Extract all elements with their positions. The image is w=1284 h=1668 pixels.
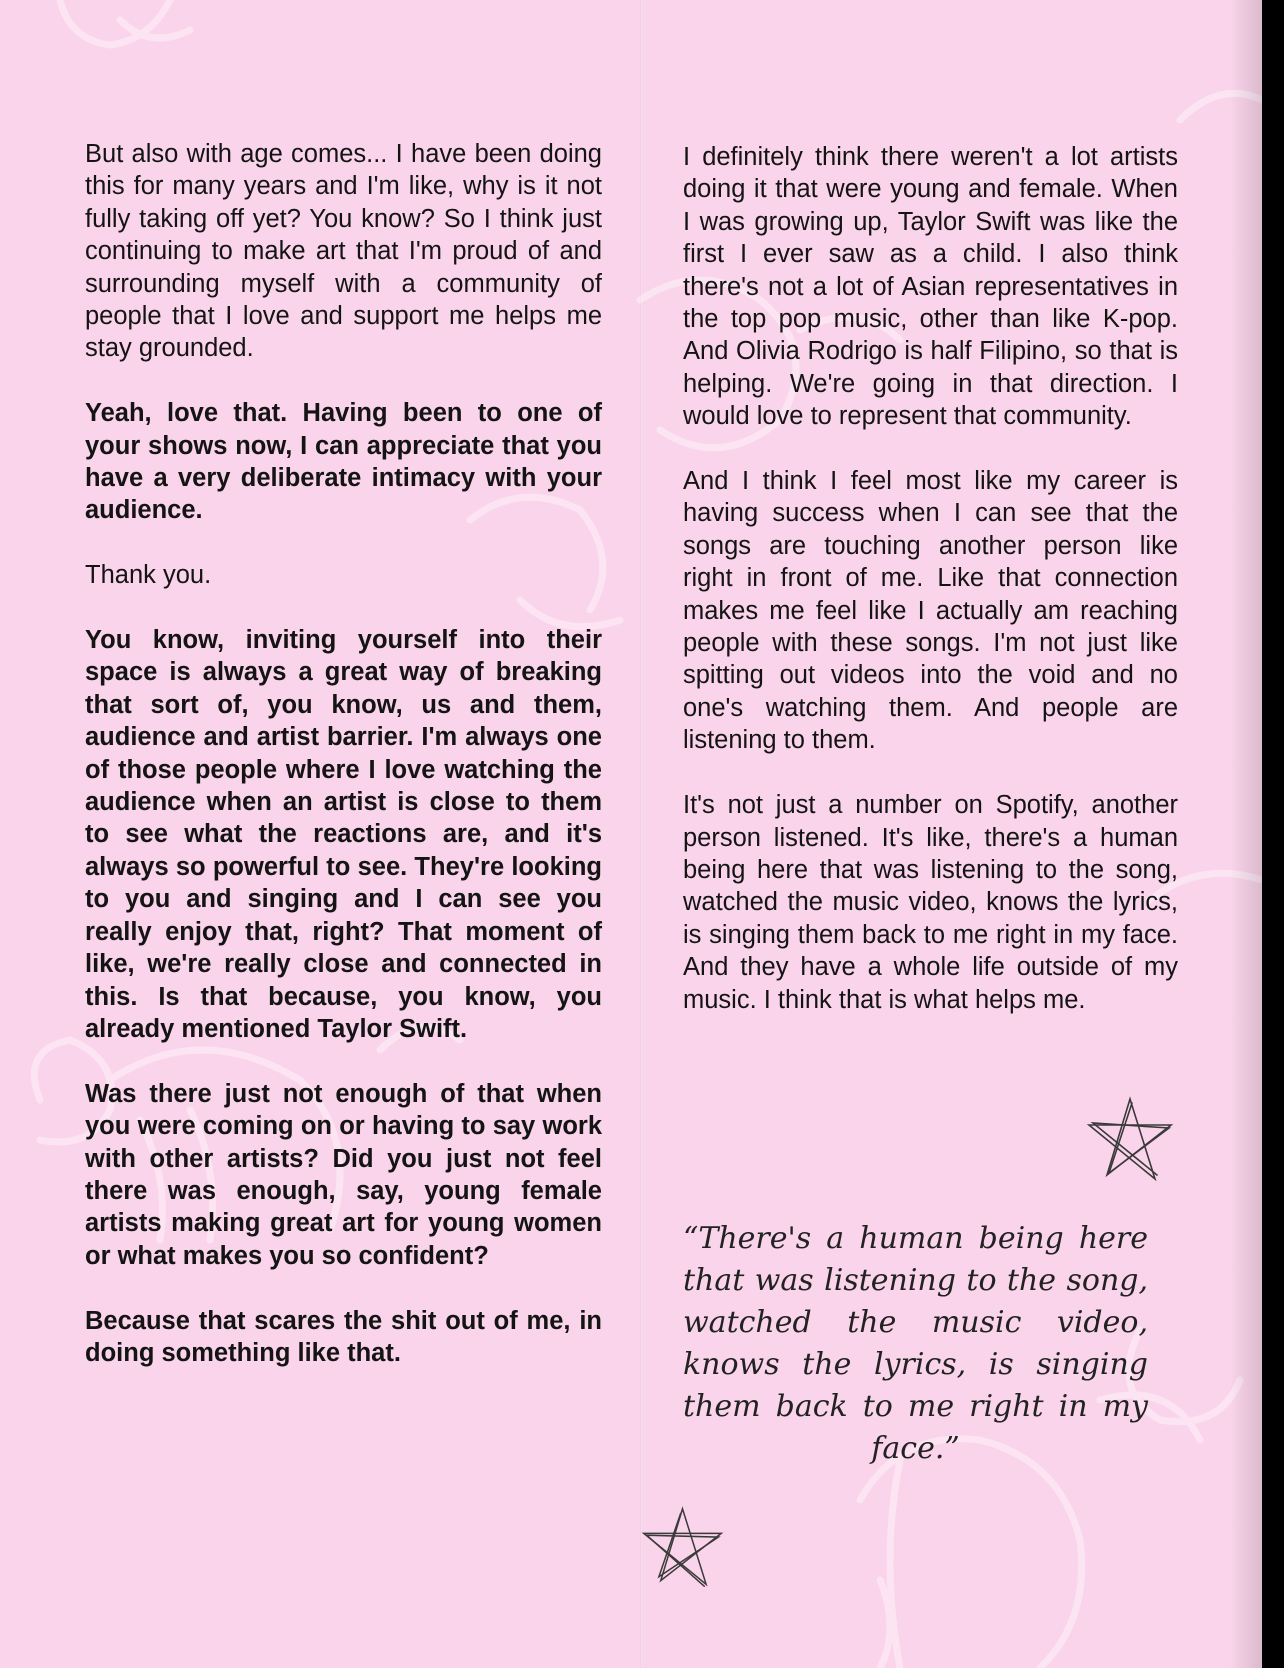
interviewer-question: You know, inviting yourself into their space is always a great way of breaking that sort of, you know, us and them, audience and artist barrier. I'm always one of those people where I love watching the audience when an artist is close to them to see what the reactions are, and it's always so powerful to see. They're looking to you and singing and I can see you really enjoy that, right? That moment of like, we're really close and connected in this. Is that because, you know, you already mentioned Taylor Swift.: [85, 626, 602, 1043]
paragraph: I definitely think there weren't a lot artists doing it that were young and female. When I was growing up, Taylor Swift was like the first I ever saw as a child. I also think there's not a lot of Asian representatives in the top pop music, other than like K-pop. And Olivia Rodrigo is half Filipino, so that is helping. We're going in that direction. I would love to represent that community.: [683, 143, 1178, 431]
paragraph: But also with age comes... I have been doing this for many years and I'm like, why is it not fully taking off yet? You know? So I think just continuing to make art that I'm proud of and surrounding myself with a community of people that I love and support me helps me stay grounded.: [85, 140, 602, 363]
page-edge-shadow: [1230, 0, 1262, 1668]
page-fold: [640, 0, 642, 1668]
paragraph: Thank you.: [85, 561, 212, 590]
star-doodle-icon: [1085, 1095, 1175, 1185]
right-text-column: [683, 141, 1178, 1048]
paragraph: And I think I feel most like my career is having success when I can see that the songs are touching another person like right in front of me. Like that connection makes me feel like I actually am reaching people with these songs. I'm not just like spitting out videos into the void and no one's watching them. And people are listening to them.: [683, 467, 1178, 755]
interviewer-question: Was there just not enough of that when you were coming on or having to say work with other artists? Did you just not feel there was enough, say, young female artists making great art for young women or what makes you so confident?: [85, 1079, 602, 1270]
pull-quote: “There's a human being here that was listening to the song, watched the music video, knows the lyrics, is singing them back to me right in my face.”: [683, 1221, 1148, 1466]
left-text-column: [85, 138, 602, 1402]
paragraph: It's not just a number on Spotify, another person listened. It's like, there's a human being here that was listening to the song, watched the music video, knows the lyrics, is singing them back to me right in my face. And they have a whole life outside of my music. I think that is what helps me.: [683, 791, 1178, 1014]
interviewer-question: Yeah, love that. Having been to one of your shows now, I can appreciate that you have a very deliberate intimacy with your audience.: [85, 399, 602, 525]
interviewer-question: Because that scares the shit out of me, in doing something like that.: [85, 1306, 602, 1367]
star-doodle-icon: [640, 1505, 725, 1590]
